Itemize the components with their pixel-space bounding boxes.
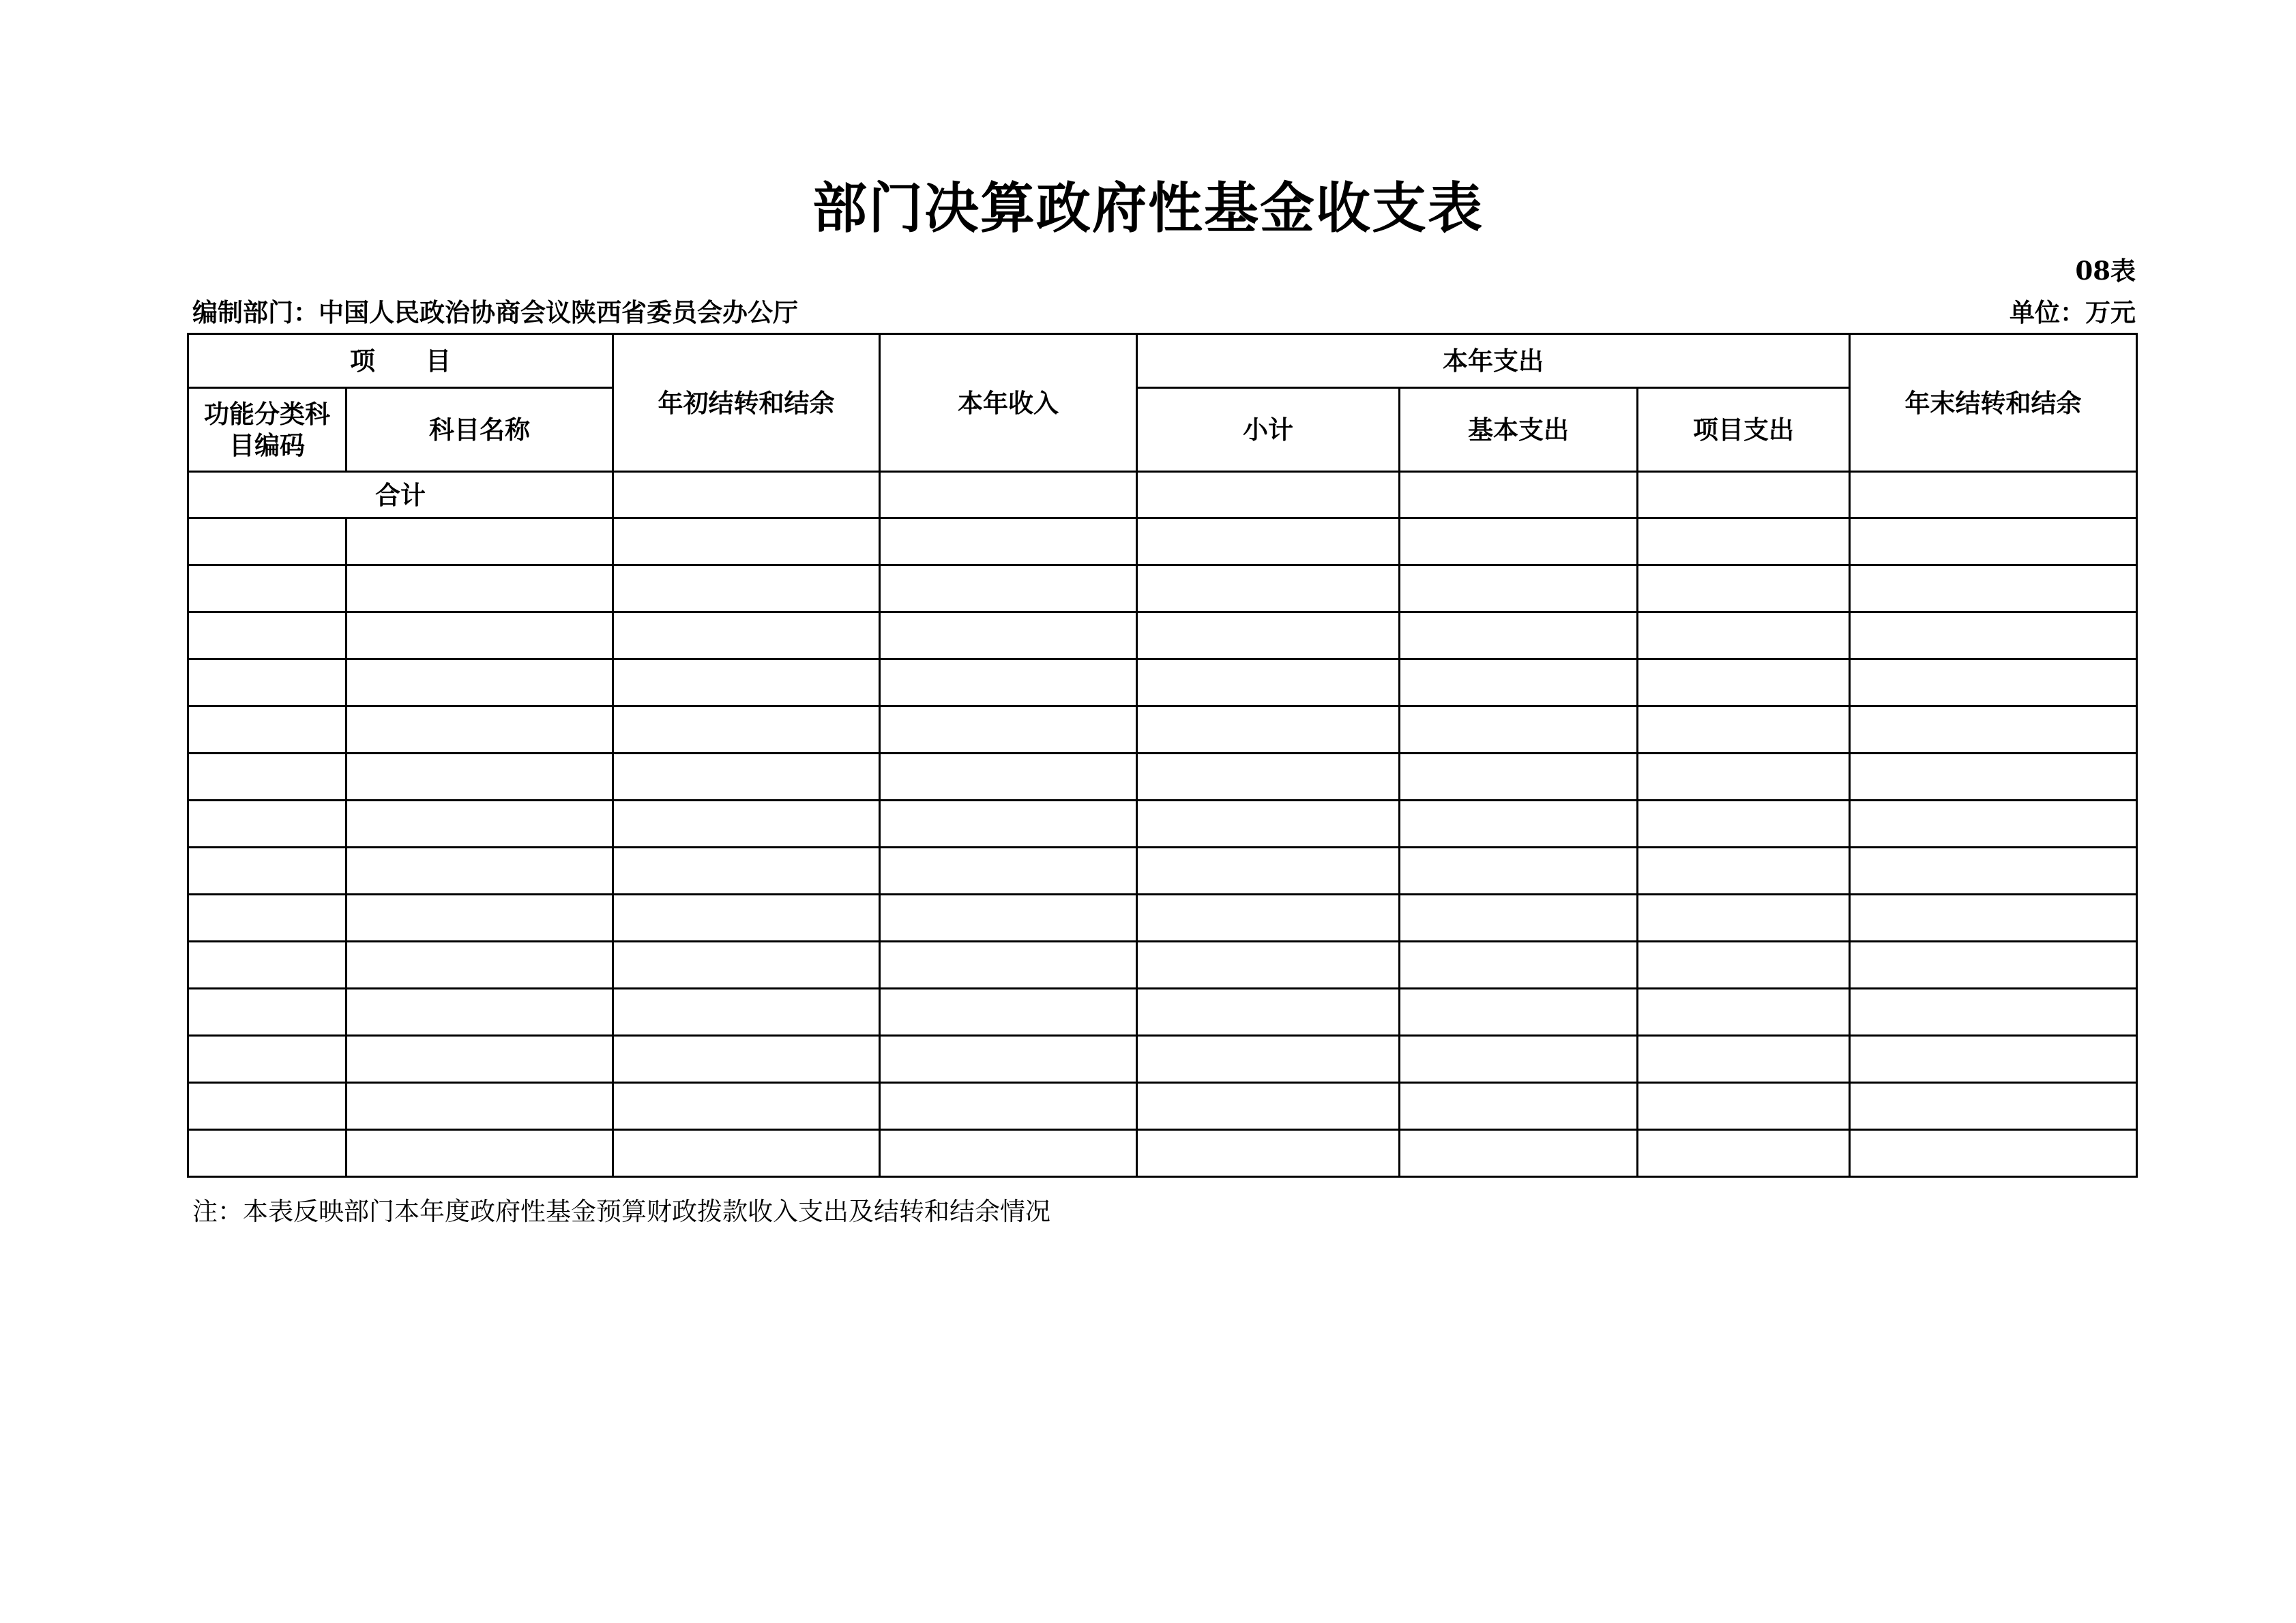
table-row: [188, 1083, 2137, 1130]
table-cell: [613, 518, 880, 565]
table-cell: [347, 942, 613, 989]
table-cell: [880, 612, 1137, 659]
table-note: 注：本表反映部门本年度政府性基金预算财政拨款收入支出及结转和结余情况: [192, 1197, 1050, 1226]
table-cell: [613, 1130, 880, 1177]
total-cell: [880, 472, 1137, 518]
table-cell: [188, 518, 347, 565]
total-row: [188, 472, 2137, 518]
table-cell: [1137, 1130, 1400, 1177]
page-title: 部门决算政府性基金收支表: [812, 176, 1484, 240]
table-cell: [1850, 754, 2137, 801]
table-cell: [347, 1036, 613, 1083]
table-cell: [347, 754, 613, 801]
table-cell: [613, 942, 880, 989]
table-cell: [347, 848, 613, 895]
table-cell: [613, 754, 880, 801]
table-row: [188, 989, 2137, 1036]
table-cell: [1137, 942, 1400, 989]
table-cell: [880, 1130, 1137, 1177]
total-cell: [1850, 472, 2137, 518]
table-cell: [347, 659, 613, 706]
table-cell: [188, 1083, 347, 1130]
table-row: [188, 895, 2137, 942]
table-cell: [1137, 1083, 1400, 1130]
table-cell: [613, 659, 880, 706]
table-cell: [188, 565, 347, 612]
table-cell: [880, 801, 1137, 848]
table-cell: [1638, 612, 1850, 659]
table-cell: [613, 1036, 880, 1083]
table-cell: [1638, 706, 1850, 754]
table-cell: [1400, 942, 1638, 989]
table-cell: [1137, 1036, 1400, 1083]
table-cell: [880, 1083, 1137, 1130]
table-cell: [347, 1130, 613, 1177]
table-cell: [1400, 895, 1638, 942]
table-cell: [1638, 989, 1850, 1036]
table-cell: [1850, 848, 2137, 895]
table-cell: [1137, 706, 1400, 754]
table-cell: [1638, 942, 1850, 989]
table-cell: [1400, 565, 1638, 612]
header-subtotal: 小计: [1137, 388, 1400, 472]
header-expense: 本年支出: [1137, 334, 1850, 388]
fund-table: [187, 333, 2138, 1178]
total-cell: [613, 472, 880, 518]
table-cell: [1850, 895, 2137, 942]
table-cell: [1137, 565, 1400, 612]
compiling-department: 编制部门：中国人民政治协商会议陕西省委员会办公厅: [192, 297, 798, 327]
table-cell: [1400, 518, 1638, 565]
table-cell: [1400, 801, 1638, 848]
table-cell: [188, 989, 347, 1036]
table-cell: [1638, 754, 1850, 801]
header-basic: 基本支出: [1400, 388, 1638, 472]
table-cell: [1638, 1083, 1850, 1130]
table-cell: [1400, 1036, 1638, 1083]
table-row: [188, 754, 2137, 801]
total-cell: [1137, 472, 1400, 518]
table-cell: [880, 565, 1137, 612]
table-cell: [880, 942, 1137, 989]
table-cell: [1638, 1036, 1850, 1083]
table-row: [188, 942, 2137, 989]
table-cell: [1638, 848, 1850, 895]
table-cell: [880, 754, 1137, 801]
table-cell: [1850, 1083, 2137, 1130]
table-cell: [188, 659, 347, 706]
table-cell: [1850, 659, 2137, 706]
table-cell: [1137, 989, 1400, 1036]
table-cell: [880, 895, 1137, 942]
header-income: 本年收入: [880, 334, 1137, 472]
table-cell: [613, 801, 880, 848]
table-cell: [1850, 706, 2137, 754]
table-cell: [188, 754, 347, 801]
header-item: 项 目: [188, 334, 613, 388]
table-cell: [1400, 1130, 1638, 1177]
table-cell: [347, 895, 613, 942]
table-cell: [1638, 801, 1850, 848]
table-cell: [188, 1036, 347, 1083]
table-cell: [188, 848, 347, 895]
table-cell: [613, 848, 880, 895]
table-cell: [613, 612, 880, 659]
table-cell: [347, 1083, 613, 1130]
table-cell: [1400, 754, 1638, 801]
table-cell: [1137, 754, 1400, 801]
table-cell: [1137, 659, 1400, 706]
table-cell: [880, 518, 1137, 565]
table-cell: [188, 942, 347, 989]
table-cell: [880, 848, 1137, 895]
table-cell: [1638, 565, 1850, 612]
unit-label: 单位：万元: [2010, 297, 2136, 327]
header-row-2: [188, 388, 2137, 472]
table-cell: [1137, 801, 1400, 848]
table-cell: [613, 989, 880, 1036]
table-row: [188, 612, 2137, 659]
table-cell: [613, 565, 880, 612]
table-cell: [880, 706, 1137, 754]
table-cell: [1638, 659, 1850, 706]
table-cell: [347, 518, 613, 565]
header-row-1: [188, 334, 2137, 388]
table-cell: [1850, 565, 2137, 612]
header-end-balance: 年末结转和结余: [1850, 334, 2137, 472]
table-cell: [880, 659, 1137, 706]
table-cell: [1850, 612, 2137, 659]
total-cell: [1400, 472, 1638, 518]
table-cell: [347, 989, 613, 1036]
table-cell: [347, 612, 613, 659]
table-cell: [1850, 1036, 2137, 1083]
table-cell: [1638, 1130, 1850, 1177]
table-row: [188, 706, 2137, 754]
table-row: [188, 518, 2137, 565]
table-cell: [1137, 848, 1400, 895]
table-cell: [1850, 989, 2137, 1036]
table-cell: [188, 801, 347, 848]
table-row: [188, 659, 2137, 706]
table-cell: [613, 1083, 880, 1130]
table-cell: [1850, 1130, 2137, 1177]
total-cell: [1638, 472, 1850, 518]
table-cell: [1137, 895, 1400, 942]
table-cell: [1638, 895, 1850, 942]
table-number: 08表: [2075, 256, 2136, 286]
table-cell: [347, 801, 613, 848]
header-code: 功能分类科目编码: [188, 388, 347, 472]
table-cell: [880, 989, 1137, 1036]
table-cell: [188, 1130, 347, 1177]
table-cell: [1400, 612, 1638, 659]
table-cell: [1137, 518, 1400, 565]
table-cell: [1400, 848, 1638, 895]
table-cell: [1400, 989, 1638, 1036]
table-cell: [1400, 706, 1638, 754]
table-cell: [188, 612, 347, 659]
table-cell: [613, 706, 880, 754]
header-name: 科目名称: [347, 388, 613, 472]
table-cell: [188, 895, 347, 942]
table-row: [188, 801, 2137, 848]
table-row: [188, 1130, 2137, 1177]
table-cell: [188, 706, 347, 754]
table-cell: [1400, 659, 1638, 706]
table-cell: [1400, 1083, 1638, 1130]
table-cell: [880, 1036, 1137, 1083]
table-cell: [347, 706, 613, 754]
header-project: 项目支出: [1638, 388, 1850, 472]
table-cell: [613, 895, 880, 942]
table-cell: [1850, 942, 2137, 989]
table-cell: [347, 565, 613, 612]
table-cell: [1850, 518, 2137, 565]
table-row: [188, 1036, 2137, 1083]
total-label: 合计: [188, 472, 613, 518]
table-row: [188, 848, 2137, 895]
table-cell: [1137, 612, 1400, 659]
header-begin-balance: 年初结转和结余: [613, 334, 880, 472]
table-row: [188, 565, 2137, 612]
table-cell: [1850, 801, 2137, 848]
table-cell: [1638, 518, 1850, 565]
